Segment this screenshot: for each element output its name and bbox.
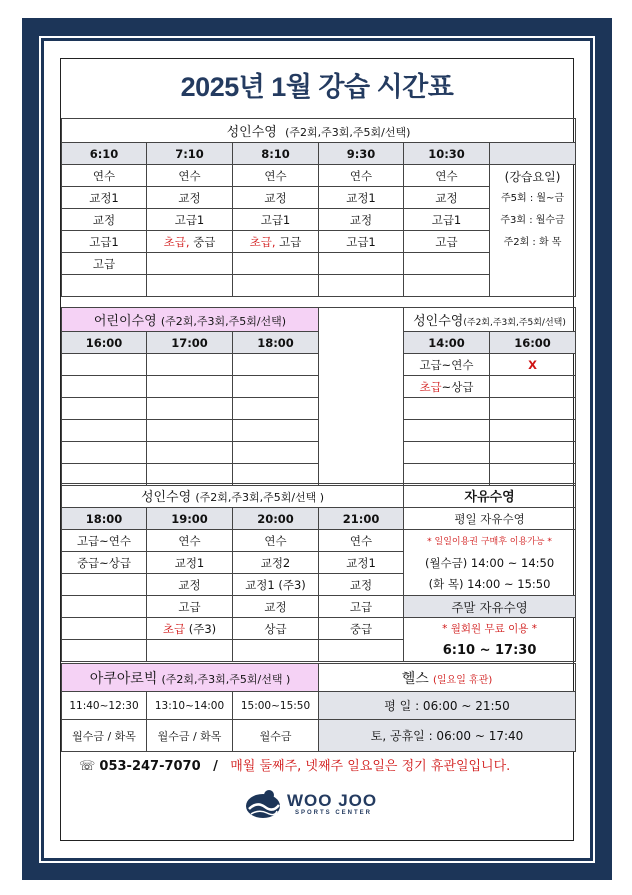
aerobic-time: 13:10~14:00 — [147, 692, 233, 720]
adult-evening-heading-text: 성인수영 — [140, 490, 192, 505]
beginner-label: 초급 — [419, 379, 442, 394]
aerobic-time: 15:00~15:50 — [233, 692, 319, 720]
adult-morning-table — [61, 118, 576, 297]
class-cell: 연수 — [233, 530, 319, 552]
class-cell — [490, 376, 576, 398]
class-cell: 고급 — [147, 596, 233, 618]
aerobic-time: 11:40~12:30 — [62, 692, 147, 720]
class-cell — [147, 231, 233, 253]
class-suffix: 고급 — [275, 234, 302, 249]
adult-morning-heading-text: 성인수영 — [226, 125, 277, 140]
class-cell — [404, 376, 490, 398]
logo-text: WOO JOO — [287, 791, 378, 810]
class-cell — [147, 442, 233, 464]
adult-morning-heading-sub: (주2회,주3회,주5회/선택) — [285, 126, 411, 139]
class-cell — [490, 420, 576, 442]
class-cell: 교정 — [404, 187, 490, 209]
class-cell: 교정 — [233, 596, 319, 618]
aerobic-heading-text: 아쿠아로빅 — [89, 670, 158, 687]
lesson-days-item: 주5회 : 월~금 — [500, 193, 565, 204]
class-cell: 교정1 — [319, 187, 404, 209]
class-cell: 교정 — [319, 209, 404, 231]
class-cell: 교정 — [319, 574, 404, 596]
kids-heading — [62, 308, 319, 332]
class-cell: 교정1 (주3) — [233, 574, 319, 596]
class-cell — [233, 420, 319, 442]
adult-afternoon-heading — [404, 308, 576, 332]
time-header: 17:00 — [147, 332, 233, 354]
time-header: 8:10 — [233, 143, 319, 165]
time-header: 10:30 — [404, 143, 490, 165]
lesson-days-item: 주2회 : 화 목 — [503, 237, 562, 248]
kids-afternoon-table — [61, 307, 576, 486]
time-header: 20:00 — [233, 508, 319, 530]
class-cell — [404, 275, 490, 297]
class-cell: 연수 — [404, 165, 490, 187]
class-cell: 교정 — [62, 209, 147, 231]
time-header-blank — [490, 143, 576, 165]
class-cell — [147, 376, 233, 398]
aerobic-heading — [62, 664, 319, 692]
class-cell — [62, 275, 147, 297]
adult-evening-heading-sub: (주2회,주3회,주5회/선택 ) — [195, 491, 325, 504]
class-cell: 중급 — [319, 618, 404, 640]
footer-separator: / — [213, 759, 218, 774]
aerobic-days: 월수금 / 화목 — [147, 720, 233, 752]
class-cell — [147, 275, 233, 297]
class-cell — [233, 253, 319, 275]
class-cell — [233, 442, 319, 464]
health-weekday-hours: 평 일 : 06:00 ~ 21:50 — [319, 692, 576, 720]
adult-evening-heading — [62, 484, 404, 508]
beginner-label: 초급, — [163, 234, 190, 249]
class-cell: 연수 — [319, 530, 404, 552]
class-cell: 고급~연수 — [62, 530, 147, 552]
lesson-days-box — [490, 165, 576, 297]
spacer-column — [319, 308, 404, 486]
class-cell — [62, 354, 147, 376]
weekday-free-time: (화 목) 14:00 ~ 15:50 — [404, 574, 576, 596]
class-cell: 연수 — [233, 165, 319, 187]
time-header: 16:00 — [490, 332, 576, 354]
beginner-label: 초급 — [162, 621, 186, 636]
time-header: 7:10 — [147, 143, 233, 165]
swimmer-logo-icon — [243, 787, 283, 821]
class-cell — [62, 640, 147, 662]
class-cell — [404, 253, 490, 275]
class-cell: 교정 — [233, 187, 319, 209]
lesson-days-title: (강습요일) — [504, 170, 561, 184]
class-cell: 연수 — [147, 530, 233, 552]
weekday-free-time: (월수금) 14:00 ~ 14:50 — [404, 552, 576, 574]
schedule-sheet — [60, 58, 574, 841]
page-title: 2025년 1월 강습 시간표 — [180, 72, 454, 102]
class-cell: 고급 — [319, 596, 404, 618]
health-heading-note: (일요일 휴관) — [432, 674, 493, 686]
class-cell — [62, 420, 147, 442]
phone-number: 053-247-7070 — [99, 759, 201, 774]
class-cell: 고급1 — [62, 231, 147, 253]
time-header: 18:00 — [233, 332, 319, 354]
class-cell — [62, 442, 147, 464]
health-weekend-hours: 토, 공휴일 : 06:00 ~ 17:40 — [319, 720, 576, 752]
class-cell — [233, 376, 319, 398]
class-cell — [147, 618, 233, 640]
adult-afternoon-heading-sub: (주2회,주3회,주5회/선택) — [463, 318, 566, 328]
class-cell — [404, 420, 490, 442]
class-cell — [233, 231, 319, 253]
weekend-free-title: 주말 자유수영 — [404, 596, 576, 618]
class-cell: 중급~상급 — [62, 552, 147, 574]
class-cell — [62, 376, 147, 398]
class-cell: 교정1 — [319, 552, 404, 574]
class-cell: 연수 — [319, 165, 404, 187]
health-heading — [319, 664, 576, 692]
class-cell — [147, 640, 233, 662]
aerobic-heading-sub: (주2회,주3회,주5회/선택 ) — [161, 672, 291, 686]
class-cell — [233, 275, 319, 297]
class-cell — [62, 618, 147, 640]
class-suffix: (주3) — [185, 621, 217, 636]
weekend-free-time: 6:10 ~ 17:30 — [404, 640, 576, 662]
health-heading-text: 헬스 — [401, 670, 429, 687]
kids-heading-sub: (주2회,주3회,주5회/선택) — [160, 315, 287, 328]
weekday-free-note: * 일일이용권 구매후 이용가능 * — [404, 530, 576, 552]
lesson-days-item: 주3회 : 월수금 — [500, 215, 565, 226]
logo-subtext: SPORTS CENTER — [295, 810, 373, 816]
class-cell — [233, 354, 319, 376]
class-cell — [147, 398, 233, 420]
class-cell: 교정 — [147, 187, 233, 209]
free-swim-heading: 자유수영 — [404, 484, 576, 508]
class-cell: 고급1 — [319, 231, 404, 253]
class-cell: 고급 — [62, 253, 147, 275]
class-suffix: 중급 — [189, 234, 216, 249]
class-cell — [147, 354, 233, 376]
class-cell: 교정 — [147, 574, 233, 596]
class-cell: 교정1 — [147, 552, 233, 574]
class-suffix: ~상급 — [441, 379, 474, 394]
adult-evening-table — [61, 483, 576, 662]
class-cell — [490, 442, 576, 464]
class-cell — [233, 640, 319, 662]
class-cell: 상급 — [233, 618, 319, 640]
time-header: 21:00 — [319, 508, 404, 530]
class-cell: 교정2 — [233, 552, 319, 574]
weekend-free-note: * 월회원 무료 이용 * — [404, 618, 576, 640]
class-cell — [404, 442, 490, 464]
class-cell — [319, 275, 404, 297]
class-cell — [62, 596, 147, 618]
class-cell — [233, 398, 319, 420]
footer-contact — [79, 755, 510, 774]
class-cell — [147, 420, 233, 442]
class-cell — [147, 253, 233, 275]
aerobic-days: 월수금 — [233, 720, 319, 752]
class-cell: 연수 — [147, 165, 233, 187]
class-cell — [319, 253, 404, 275]
aerobic-days: 월수금 / 화목 — [62, 720, 147, 752]
time-header: 19:00 — [147, 508, 233, 530]
woojoo-logo — [243, 787, 403, 821]
time-header: 18:00 — [62, 508, 147, 530]
class-cell: 고급 — [404, 231, 490, 253]
unavailable-mark: X — [490, 354, 576, 376]
class-cell — [62, 398, 147, 420]
class-cell: 고급1 — [147, 209, 233, 231]
kids-heading-text: 어린이수영 — [93, 314, 157, 329]
aerobic-health-table — [61, 663, 576, 752]
time-header: 6:10 — [62, 143, 147, 165]
class-cell: 고급1 — [404, 209, 490, 231]
class-cell: 교정1 — [62, 187, 147, 209]
adult-morning-heading — [62, 119, 576, 143]
closure-notice: 매월 둘째주, 넷째주 일요일은 정기 휴관일입니다. — [230, 759, 511, 774]
beginner-label: 초급, — [249, 234, 276, 249]
class-cell: 연수 — [62, 165, 147, 187]
class-cell: 고급1 — [233, 209, 319, 231]
time-header: 16:00 — [62, 332, 147, 354]
time-header: 14:00 — [404, 332, 490, 354]
weekday-free-title: 평일 자유수영 — [404, 508, 576, 530]
phone-icon: ☏ — [79, 759, 96, 774]
time-header: 9:30 — [319, 143, 404, 165]
class-cell — [490, 398, 576, 420]
adult-afternoon-heading-text: 성인수영 — [413, 314, 464, 329]
class-cell — [319, 640, 404, 662]
class-cell: 고급~연수 — [404, 354, 490, 376]
class-cell — [404, 398, 490, 420]
class-cell — [62, 574, 147, 596]
